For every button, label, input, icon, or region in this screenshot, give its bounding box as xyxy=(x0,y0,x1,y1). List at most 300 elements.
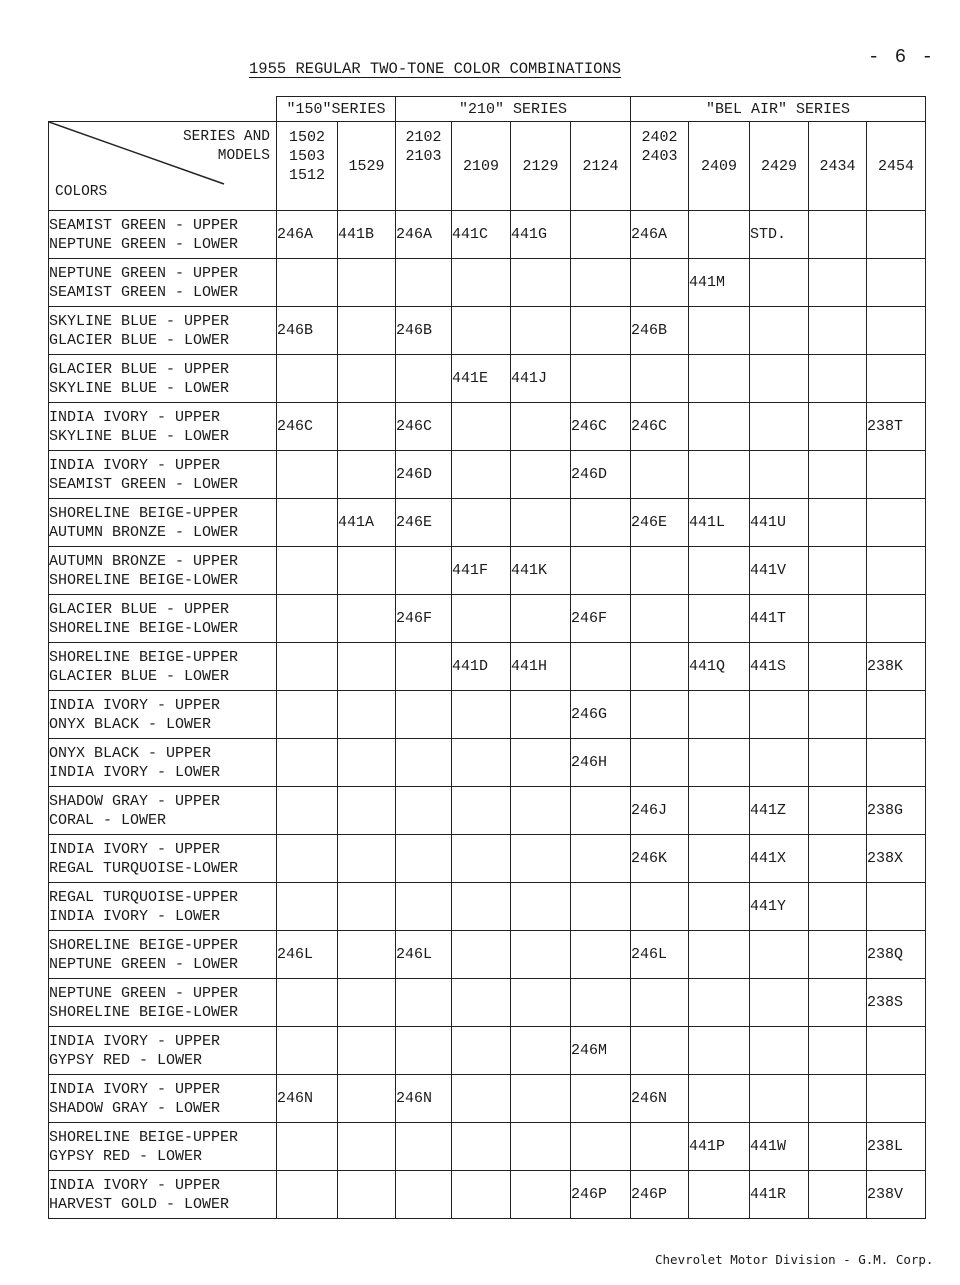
color-lower-text: SEAMIST GREEN - LOWER xyxy=(49,283,239,301)
color-combination-label xyxy=(49,1075,277,1123)
paint-code-cell xyxy=(809,211,867,259)
paint-code-cell xyxy=(571,643,631,691)
color-combination-label xyxy=(49,211,277,259)
paint-code-cell xyxy=(511,259,571,307)
color-combination-label xyxy=(49,451,277,499)
paint-code-cell: 246J xyxy=(631,787,689,835)
paint-code-cell xyxy=(452,1123,511,1171)
paint-code-cell xyxy=(631,355,689,403)
paint-code-cell xyxy=(571,307,631,355)
paint-code-cell xyxy=(689,835,750,883)
paint-code-cell: 246C xyxy=(396,403,452,451)
color-lower-text: NEPTUNE GREEN - LOWER xyxy=(49,235,239,253)
paint-code-cell: 246L xyxy=(631,931,689,979)
paint-code-cell xyxy=(277,1027,338,1075)
paint-code-cell: 246A xyxy=(277,211,338,259)
model-number: 2402 xyxy=(641,129,678,146)
model-number: 2403 xyxy=(641,148,678,165)
table-row xyxy=(49,211,926,259)
paint-code-cell xyxy=(338,691,396,739)
paint-code-cell: 441W xyxy=(750,1123,809,1171)
paint-code-cell xyxy=(277,259,338,307)
footer-credit: Chevrolet Motor Division - G.M. Corp. xyxy=(655,1252,934,1267)
model-number: 1529 xyxy=(348,157,385,175)
color-upper-text: INDIA IVORY - UPPER xyxy=(49,408,221,426)
color-lower-text: SKYLINE BLUE - LOWER xyxy=(49,427,230,445)
paint-code-cell xyxy=(338,883,396,931)
paint-code-cell: 441T xyxy=(750,595,809,643)
table-row xyxy=(49,451,926,499)
paint-code-cell xyxy=(867,499,926,547)
paint-code-cell xyxy=(867,1027,926,1075)
paint-code-cell: 246N xyxy=(277,1075,338,1123)
paint-code-cell xyxy=(511,595,571,643)
color-upper-text: NEPTUNE GREEN - UPPER xyxy=(49,264,239,282)
paint-code-cell xyxy=(338,1027,396,1075)
paint-code-cell xyxy=(571,979,631,1027)
color-combination-label xyxy=(49,1171,277,1219)
paint-code-cell xyxy=(571,931,631,979)
color-combination-label xyxy=(49,739,277,787)
paint-code-cell: 441L xyxy=(689,499,750,547)
paint-code-cell xyxy=(689,451,750,499)
page-number: - 6 - xyxy=(868,46,936,68)
paint-code-cell xyxy=(452,1171,511,1219)
paint-code-cell: 441C xyxy=(452,211,511,259)
paint-code-cell xyxy=(689,307,750,355)
paint-code-cell: 246D xyxy=(571,451,631,499)
paint-code-cell xyxy=(277,979,338,1027)
paint-code-cell xyxy=(571,499,631,547)
paint-code-cell xyxy=(511,979,571,1027)
model-header-cell xyxy=(809,122,867,211)
paint-code-cell: 441X xyxy=(750,835,809,883)
color-upper-text: INDIA IVORY - UPPER xyxy=(49,1080,221,1098)
paint-code-cell: 238Q xyxy=(867,931,926,979)
paint-code-cell xyxy=(511,739,571,787)
paint-code-cell: 246C xyxy=(571,403,631,451)
paint-code-cell xyxy=(338,595,396,643)
paint-code-cell: 246F xyxy=(396,595,452,643)
table-row xyxy=(49,355,926,403)
paint-code-cell: 441M xyxy=(689,259,750,307)
color-upper-text: SKYLINE BLUE - UPPER xyxy=(49,312,230,330)
color-lower-text: GLACIER BLUE - LOWER xyxy=(49,331,230,349)
paint-code-cell xyxy=(750,979,809,1027)
paint-code-cell: 441J xyxy=(511,355,571,403)
paint-code-cell xyxy=(631,643,689,691)
paint-code-cell: 246L xyxy=(277,931,338,979)
paint-code-cell xyxy=(750,931,809,979)
paint-code-cell: 246L xyxy=(396,931,452,979)
model-number: 2429 xyxy=(760,157,797,175)
paint-code-cell xyxy=(867,211,926,259)
paint-code-cell xyxy=(277,787,338,835)
paint-code-cell: 238L xyxy=(867,1123,926,1171)
paint-code-cell xyxy=(338,787,396,835)
series-header-bel-air: "BEL AIR" SERIES xyxy=(631,97,926,122)
color-upper-text: INDIA IVORY - UPPER xyxy=(49,840,221,858)
paint-code-cell xyxy=(452,499,511,547)
paint-code-cell xyxy=(809,931,867,979)
color-upper-text: NEPTUNE GREEN - UPPER xyxy=(49,984,239,1002)
paint-code-cell xyxy=(689,1075,750,1123)
color-upper-text: SHORELINE BEIGE-UPPER xyxy=(49,936,239,954)
paint-code-cell: 441Z xyxy=(750,787,809,835)
paint-code-cell xyxy=(571,883,631,931)
paint-code-cell xyxy=(452,835,511,883)
paint-code-cell xyxy=(809,1075,867,1123)
paint-code-cell xyxy=(511,451,571,499)
paint-code-cell xyxy=(396,355,452,403)
paint-code-cell: 238K xyxy=(867,643,926,691)
paint-code-cell xyxy=(452,595,511,643)
paint-code-cell xyxy=(809,307,867,355)
paint-code-cell xyxy=(631,739,689,787)
color-combination-label xyxy=(49,883,277,931)
series-header-210: "210" SERIES xyxy=(396,97,631,122)
paint-code-cell xyxy=(809,547,867,595)
paint-code-cell xyxy=(809,595,867,643)
paint-code-cell xyxy=(396,835,452,883)
paint-code-cell: 246B xyxy=(631,307,689,355)
model-header-cell xyxy=(511,122,571,211)
model-header-cell xyxy=(277,122,338,211)
paint-code-cell xyxy=(571,547,631,595)
paint-code-cell xyxy=(809,451,867,499)
paint-code-cell xyxy=(396,787,452,835)
table-row xyxy=(49,547,926,595)
paint-code-cell xyxy=(396,1171,452,1219)
color-upper-text: INDIA IVORY - UPPER xyxy=(49,1032,221,1050)
color-combination-label xyxy=(49,835,277,883)
paint-code-cell xyxy=(511,1123,571,1171)
table-row xyxy=(49,883,926,931)
paint-code-cell xyxy=(809,979,867,1027)
paint-code-cell xyxy=(277,595,338,643)
table-row xyxy=(49,1171,926,1219)
paint-code-cell: 246G xyxy=(571,691,631,739)
paint-code-cell: 441K xyxy=(511,547,571,595)
paint-code-cell xyxy=(750,451,809,499)
document-title: 1955 REGULAR TWO-TONE COLOR COMBINATIONS xyxy=(249,60,622,78)
color-upper-text: SHORELINE BEIGE-UPPER xyxy=(49,648,239,666)
paint-code-cell: 238S xyxy=(867,979,926,1027)
paint-code-cell xyxy=(452,691,511,739)
color-upper-text: SHORELINE BEIGE-UPPER xyxy=(49,1128,239,1146)
paint-code-cell xyxy=(689,211,750,259)
paint-code-cell: 441V xyxy=(750,547,809,595)
paint-code-cell xyxy=(452,787,511,835)
paint-code-cell xyxy=(571,835,631,883)
paint-code-cell xyxy=(511,1027,571,1075)
color-combination-label xyxy=(49,355,277,403)
paint-code-cell xyxy=(396,691,452,739)
table-row xyxy=(49,1123,926,1171)
paint-code-cell xyxy=(867,547,926,595)
model-number: 2454 xyxy=(877,157,914,175)
paint-code-cell: 246D xyxy=(396,451,452,499)
paint-code-cell: 246B xyxy=(396,307,452,355)
paint-code-cell: 246K xyxy=(631,835,689,883)
paint-code-cell xyxy=(689,595,750,643)
color-combination-table xyxy=(48,96,926,1219)
paint-code-cell xyxy=(571,355,631,403)
paint-code-cell xyxy=(689,691,750,739)
model-header-cell xyxy=(571,122,631,211)
paint-code-cell xyxy=(452,931,511,979)
paint-code-cell xyxy=(511,1075,571,1123)
paint-code-cell xyxy=(571,1075,631,1123)
paint-code-cell xyxy=(689,1027,750,1075)
paint-code-cell xyxy=(689,1171,750,1219)
color-upper-text: GLACIER BLUE - UPPER xyxy=(49,600,230,618)
paint-code-cell xyxy=(511,403,571,451)
paint-code-cell xyxy=(809,835,867,883)
table-row xyxy=(49,787,926,835)
color-lower-text: GLACIER BLUE - LOWER xyxy=(49,667,230,685)
color-combination-label xyxy=(49,691,277,739)
color-lower-text: SKYLINE BLUE - LOWER xyxy=(49,379,230,397)
color-lower-text: GYPSY RED - LOWER xyxy=(49,1051,203,1069)
blank-corner-cell xyxy=(49,97,277,122)
table-row xyxy=(49,307,926,355)
paint-code-cell: 238T xyxy=(867,403,926,451)
paint-code-cell xyxy=(277,883,338,931)
color-lower-text: SHORELINE BEIGE-LOWER xyxy=(49,571,239,589)
paint-code-cell xyxy=(277,739,338,787)
paint-code-cell: 441F xyxy=(452,547,511,595)
paint-code-cell xyxy=(809,787,867,835)
paint-code-cell xyxy=(338,835,396,883)
paint-code-cell: 246E xyxy=(396,499,452,547)
color-lower-text: SHORELINE BEIGE-LOWER xyxy=(49,1003,239,1021)
model-header-cell xyxy=(689,122,750,211)
paint-code-cell: 246H xyxy=(571,739,631,787)
paint-code-cell xyxy=(338,451,396,499)
table-row xyxy=(49,259,926,307)
color-lower-text: INDIA IVORY - LOWER xyxy=(49,907,221,925)
paint-code-cell xyxy=(689,883,750,931)
color-upper-text: INDIA IVORY - UPPER xyxy=(49,1176,221,1194)
paint-code-cell xyxy=(338,259,396,307)
color-lower-text: AUTUMN BRONZE - LOWER xyxy=(49,523,239,541)
table-row xyxy=(49,1027,926,1075)
paint-code-cell xyxy=(867,883,926,931)
model-number: 1503 xyxy=(288,148,325,165)
table-row xyxy=(49,1075,926,1123)
paint-code-cell xyxy=(809,403,867,451)
model-number: 2102 xyxy=(405,129,442,146)
paint-code-cell xyxy=(511,931,571,979)
paint-code-cell xyxy=(809,499,867,547)
paint-code-cell xyxy=(338,931,396,979)
paint-code-cell xyxy=(689,355,750,403)
paint-code-cell xyxy=(277,691,338,739)
paint-code-cell xyxy=(809,1171,867,1219)
paint-code-cell xyxy=(809,355,867,403)
color-upper-text: INDIA IVORY - UPPER xyxy=(49,696,221,714)
paint-code-cell xyxy=(689,787,750,835)
paint-code-cell xyxy=(511,691,571,739)
paint-code-cell xyxy=(511,787,571,835)
paint-code-cell xyxy=(452,259,511,307)
paint-code-cell xyxy=(750,307,809,355)
color-upper-text: SEAMIST GREEN - UPPER xyxy=(49,216,239,234)
paint-code-cell xyxy=(571,1123,631,1171)
paint-code-cell xyxy=(689,979,750,1027)
paint-code-cell: 246N xyxy=(631,1075,689,1123)
paint-code-cell xyxy=(750,403,809,451)
color-combination-label xyxy=(49,1027,277,1075)
paint-code-cell xyxy=(750,259,809,307)
paint-code-cell xyxy=(631,259,689,307)
paint-code-cell xyxy=(689,739,750,787)
paint-code-cell xyxy=(631,547,689,595)
paint-code-cell xyxy=(277,547,338,595)
color-combination-label xyxy=(49,595,277,643)
paint-code-cell xyxy=(396,1123,452,1171)
paint-code-cell xyxy=(571,787,631,835)
paint-code-cell: 441H xyxy=(511,643,571,691)
paint-code-cell xyxy=(452,1075,511,1123)
paint-code-cell: 441Y xyxy=(750,883,809,931)
table-row xyxy=(49,691,926,739)
paint-code-cell xyxy=(631,595,689,643)
paint-code-cell: 246P xyxy=(571,1171,631,1219)
paint-code-cell xyxy=(867,451,926,499)
paint-code-cell xyxy=(809,1123,867,1171)
paint-code-cell xyxy=(338,547,396,595)
paint-code-cell xyxy=(452,403,511,451)
paint-code-cell: 246A xyxy=(631,211,689,259)
paint-code-cell: 441D xyxy=(452,643,511,691)
series-header-row xyxy=(49,97,926,122)
color-lower-text: REGAL TURQUOISE-LOWER xyxy=(49,859,239,877)
paint-code-cell: 246C xyxy=(631,403,689,451)
table-row xyxy=(49,931,926,979)
paint-code-cell xyxy=(631,979,689,1027)
color-lower-text: SHADOW GRAY - LOWER xyxy=(49,1099,221,1117)
table-row xyxy=(49,403,926,451)
model-number: 2409 xyxy=(700,157,737,175)
paint-code-cell xyxy=(452,739,511,787)
paint-code-cell: 238G xyxy=(867,787,926,835)
paint-code-cell: 441B xyxy=(338,211,396,259)
paint-code-cell xyxy=(452,1027,511,1075)
paint-code-cell xyxy=(867,739,926,787)
model-header-cell xyxy=(631,122,689,211)
model-header-cell xyxy=(452,122,511,211)
paint-code-cell xyxy=(396,1027,452,1075)
paint-code-cell xyxy=(396,643,452,691)
color-upper-text: SHORELINE BEIGE-UPPER xyxy=(49,504,239,522)
color-combination-label xyxy=(49,979,277,1027)
series-header-150: "150"SERIES xyxy=(277,97,396,122)
model-number: 2129 xyxy=(522,157,559,175)
paint-code-cell xyxy=(338,1075,396,1123)
color-combination-label xyxy=(49,931,277,979)
paint-code-cell xyxy=(809,691,867,739)
table-row xyxy=(49,595,926,643)
model-number: 2434 xyxy=(819,157,856,175)
model-header-cell xyxy=(867,122,926,211)
paint-code-cell xyxy=(277,451,338,499)
color-combination-label xyxy=(49,787,277,835)
table-row xyxy=(49,499,926,547)
paint-code-cell xyxy=(338,1171,396,1219)
paint-code-cell xyxy=(631,1123,689,1171)
paint-code-cell xyxy=(867,307,926,355)
model-number: 2109 xyxy=(462,157,499,175)
paint-code-cell xyxy=(277,499,338,547)
paint-code-cell: 246C xyxy=(277,403,338,451)
paint-code-cell: 238V xyxy=(867,1171,926,1219)
paint-code-cell xyxy=(338,403,396,451)
paint-code-cell xyxy=(338,1123,396,1171)
paint-code-cell: 441Q xyxy=(689,643,750,691)
paint-code-cell xyxy=(452,307,511,355)
paint-code-cell xyxy=(809,259,867,307)
paint-code-cell xyxy=(571,211,631,259)
paint-code-cell: 246B xyxy=(277,307,338,355)
paint-code-cell: 238X xyxy=(867,835,926,883)
corner-series-models-label: SERIES AND MODELS xyxy=(182,129,270,164)
color-combination-label xyxy=(49,307,277,355)
color-upper-text: REGAL TURQUOISE-UPPER xyxy=(49,888,239,906)
paint-code-cell xyxy=(338,307,396,355)
paint-code-cell: 246F xyxy=(571,595,631,643)
paint-code-cell xyxy=(511,307,571,355)
paint-code-cell xyxy=(631,1027,689,1075)
paint-code-cell: 441E xyxy=(452,355,511,403)
paint-code-cell xyxy=(396,979,452,1027)
paint-code-cell xyxy=(396,547,452,595)
paint-code-cell: 441U xyxy=(750,499,809,547)
paint-code-cell xyxy=(511,835,571,883)
table-row xyxy=(49,979,926,1027)
paint-code-cell: 246M xyxy=(571,1027,631,1075)
paint-code-cell xyxy=(277,1171,338,1219)
color-lower-text: NEPTUNE GREEN - LOWER xyxy=(49,955,239,973)
color-combination-label xyxy=(49,643,277,691)
model-header-cell xyxy=(396,122,452,211)
paint-code-cell: 441A xyxy=(338,499,396,547)
color-lower-text: INDIA IVORY - LOWER xyxy=(49,763,221,781)
paint-code-cell: 246E xyxy=(631,499,689,547)
paint-code-cell xyxy=(867,355,926,403)
paint-code-cell xyxy=(631,691,689,739)
paint-code-cell xyxy=(809,643,867,691)
paint-code-cell xyxy=(338,979,396,1027)
paint-code-cell xyxy=(750,739,809,787)
paint-code-cell xyxy=(750,1075,809,1123)
paint-code-cell xyxy=(689,403,750,451)
color-upper-text: ONYX BLACK - UPPER xyxy=(49,744,212,762)
paint-code-cell xyxy=(511,883,571,931)
color-lower-text: SEAMIST GREEN - LOWER xyxy=(49,475,239,493)
model-header-cell xyxy=(338,122,396,211)
color-combination-label xyxy=(49,259,277,307)
paint-code-cell xyxy=(452,979,511,1027)
paint-code-cell xyxy=(867,1075,926,1123)
table-body xyxy=(49,97,926,1219)
paint-code-cell xyxy=(689,547,750,595)
color-lower-text: GYPSY RED - LOWER xyxy=(49,1147,203,1165)
paint-code-cell xyxy=(750,355,809,403)
corner-header-cell xyxy=(49,122,277,211)
paint-code-cell xyxy=(867,595,926,643)
